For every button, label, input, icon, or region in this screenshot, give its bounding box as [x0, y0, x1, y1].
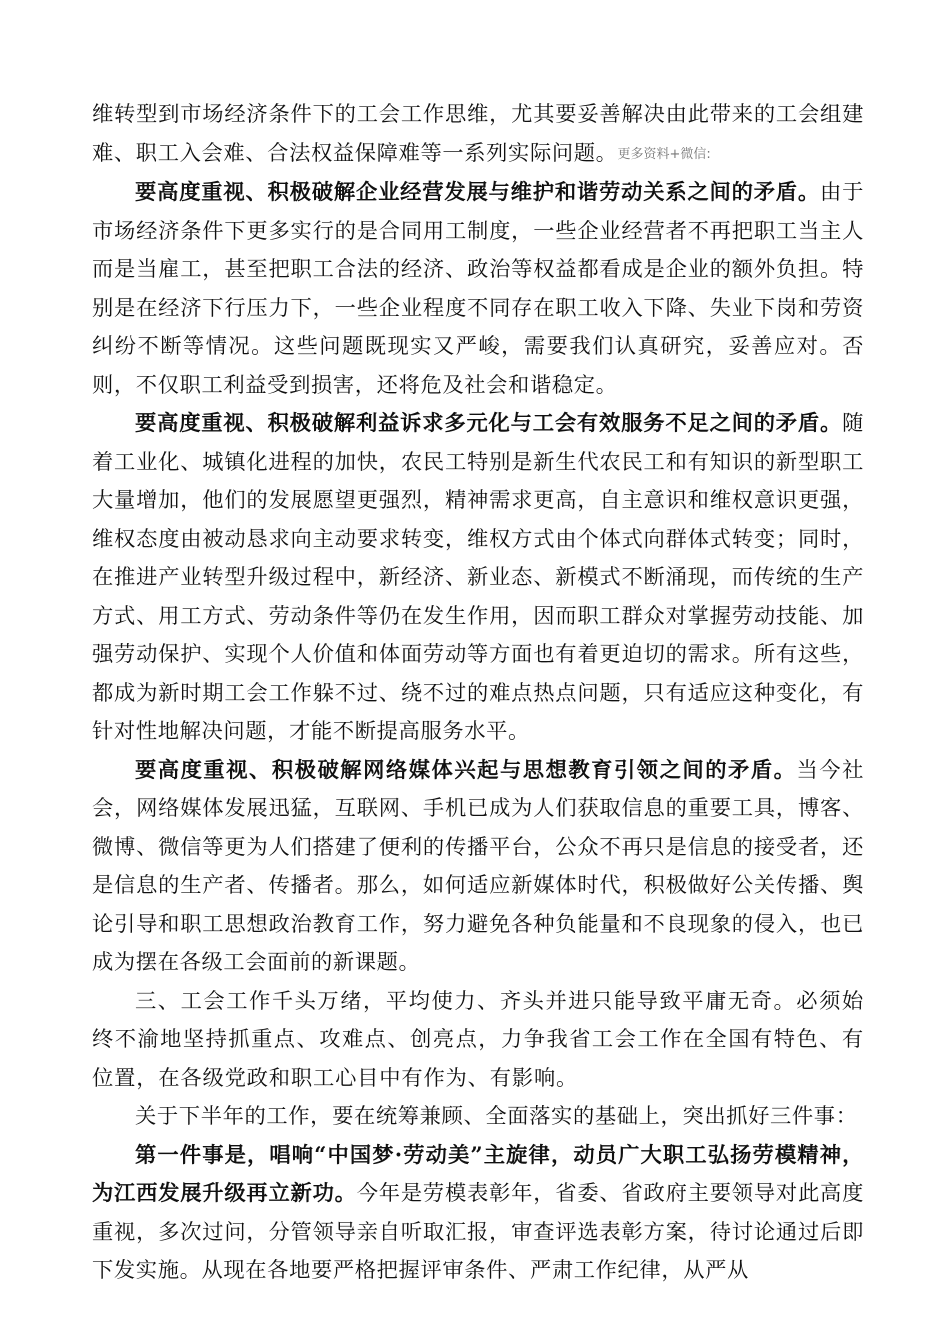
- paragraph-continuation: 维转型到市场经济条件下的工会工作思维，尤其要妥善解决由此带来的工会组建难、职工入会难、合法权益保障难等一系列实际问题。更多资料+微信:: [92, 102, 864, 166]
- paragraph-enterprise-contradiction: [92, 174, 864, 405]
- paragraph-lead: 要高度重视、积极破解利益诉求多元化与工会有效服务不足之间的矛盾。: [135, 411, 843, 436]
- section-heading-three: 三、工会工作千头万绪，平均使力、齐头并进只能导致平庸无奇。必须始终不渝地坚持抓重点、攻难点、创亮点，力争我省工会工作在全国有特色、有位置，在各级党政和职工心目中有作为、有影响。: [92, 988, 864, 1091]
- document-body: [92, 96, 864, 1291]
- watermark-note: 更多资料+微信:: [617, 146, 711, 162]
- paragraph-interest-contradiction: [92, 405, 864, 752]
- paragraph-lead: 第一件事是，唱响“中国梦·劳动美”主旋律，动员广大职工弘扬劳模精神，为江西发展升级再立新功。: [92, 1142, 864, 1206]
- paragraph-media-contradiction: [92, 752, 864, 983]
- paragraph-body: 随着工业化、城镇化进程的加快，农民工特别是新生代农民工和有知识的新型职工大量增加，他们的发展愿望更强烈，精神需求更高，自主意识和维权意识更强，维权态度由被动恳求向主动要求转变，维权方式由个体式向群体式转变；同时，在推进产业转型升级过程中，新经济、新业态、新模式不断涌现，而传统的生产方式、用工方式、劳动条件等仍在发生作用，因而职工群众对掌握劳动技能、加强劳动保护、实现个人价值和体面劳动等方面也有着更迫切的需求。所有这些，都成为新时期工会工作躲不过、绕不过的难点热点问题，只有适应这种变化，有针对性地解决问题，才能不断提高服务水平。: [92, 411, 864, 744]
- paragraph-body: 由于市场经济条件下更多实行的是合同用工制度，一些企业经营者不再把职工当主人而是当雇工，甚至把职工合法的经济、政治等权益都看成是企业的额外负担。特别是在经济下行压力下，一些企业程度不同存在职工收入下降、失业下岗和劳资纠纷不断等情况。这些问题既现实又严峻，需要我们认真研究，妥善应对。否则，不仅职工利益受到损害，还将危及社会和谐稳定。: [92, 180, 864, 398]
- paragraph-first-task: [92, 1137, 864, 1291]
- paragraph-body: 今年是劳模表彰年，省委、省政府主要领导对此高度重视，多次过问，分管领导亲自听取汇报，审查评选表彰方案，待讨论通过后即下发实施。从现在各地要严格把握评审条件、严肃工作纪律，从严从: [92, 1181, 864, 1283]
- paragraph-second-half-work: 关于下半年的工作，要在统筹兼顾、全面落实的基础上，突出抓好三件事：: [135, 1104, 858, 1129]
- paragraph-body: 当今社会，网络媒体发展迅猛，互联网、手机已成为人们获取信息的重要工具，博客、微博、微信等更为人们搭建了便利的传播平台，公众不再只是信息的接受者，还是信息的生产者、传播者。那么，如何适应新媒体时代，积极做好公关传播、舆论引导和职工思想政治教育工作，努力避免各种负能量和不良现象的侵入，也已成为摆在各级工会面前的新课题。: [92, 757, 864, 975]
- paragraph-lead: 要高度重视、积极破解企业经营发展与维护和谐劳动关系之间的矛盾。: [135, 180, 820, 205]
- paragraph-lead: 要高度重视、积极破解网络媒体兴起与思想教育引领之间的矛盾。: [135, 757, 797, 783]
